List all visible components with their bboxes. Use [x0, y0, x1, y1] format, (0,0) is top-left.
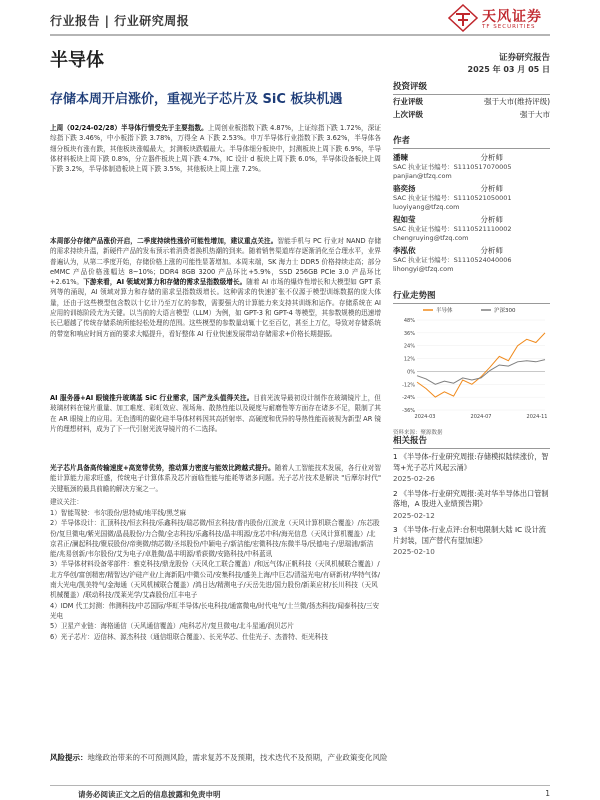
watch-item: 1）智能驾驶：韦尔股份/思特威/地平线/黑芝麻 [50, 509, 187, 517]
header-divider [50, 34, 550, 36]
trend-chart [393, 302, 550, 424]
rating-panel [393, 80, 550, 121]
author-block [393, 214, 550, 242]
logo [448, 4, 552, 34]
paragraph-text: 目前光波导最初设计制作在玻璃镜片上，但玻璃材料在镜片重量、加工难度、彩虹效应、视场角、散热性能以及硬度与耐磨性等方面存在诸多不足，限制了其在 AR 眼镜上的应用。无色透明的碳化硅半导体材料因其高折射率、高硬度和优异的导热性能而被视为新型 AR 镜片的理想材料，成为了下一代引射光波导镜片的不二选择。 [50, 394, 382, 433]
watch-heading: 建议关注： [50, 498, 83, 506]
footer-divider [50, 785, 550, 786]
author-name: 李泓依 [393, 246, 416, 255]
author-role: 分析师 [480, 153, 503, 162]
trend-chart-heading: 行业走势图 [393, 289, 550, 304]
paragraph-lead: 光子芯片具备高传输速度+高宽带优势，推动算力密度与能效比跨越式提升。 [50, 464, 275, 472]
report-date: 2025 年 03 月 05 日 [467, 65, 550, 74]
sector-title: 半导体 [50, 50, 104, 71]
author-cert: SAC 执业证书编号：S1110521110002 [393, 225, 512, 233]
y-tick-label: 48% [403, 318, 415, 324]
risk-lead: 风险提示： [50, 753, 88, 762]
paragraph-lead: AI 服务器+AI 眼镜推升玻璃基 SiC 行业需求，国产龙头值得关注。 [50, 394, 254, 402]
risk-warning [50, 752, 400, 763]
watch-item: 5）卫星产业链：海格通信（天风通信覆盖）/电科芯片/复旦微电/北斗星通/润贝芯片 [50, 622, 294, 631]
y-tick-label: 0% [407, 369, 415, 376]
tf-logo-icon [448, 4, 478, 32]
rating-row [393, 108, 550, 121]
paragraph-text: 随着人工智能技术发展，各行业对智能计算能力需求旺盛，传统电子计算体系及芯片面临性能与能耗等诸多问题。光子芯片技术是解决 "后摩尔时代" 关键瓶颈的最具前瞻的解决方案之一。 [50, 464, 381, 493]
author-cert: SAC 执业证书编号：S1110521050001 [393, 194, 512, 202]
report-category: 行业报告 | 行业研究周报 [50, 14, 190, 28]
author-block [393, 183, 550, 211]
watch-item: 2）半导体设计：汇顶科技/恒玄科技/乐鑫科技/瑞芯微/恒玄科技/普冉股份/江波龙（天风计算机联合覆盖）/东芯股份/复旦微电/紫光国微/晶晨股份/力合微/全志科技/乐鑫科技/晶丰明源/龙芯中科/海光信息（天风计算机覆盖）/北京君正/澜起科技/聚辰股份/帝奥微/纳芯微/圣邦股份/中颖电子/新洁能/宏微科技/东微半导/民德电子/思瑞浦/新洁能/兆易创新/韦尔股份/艾为电子/卓胜微/晶丰明源/希荻微/安路科技/中科蓝讯 [50, 519, 380, 559]
y-tick-label: 24% [403, 343, 415, 350]
y-tick-label: 36% [403, 330, 415, 337]
chart-source: 资料来源：聚源数据 [393, 430, 443, 436]
legend-label: 半导体 [436, 308, 453, 314]
paragraph-lead: 上周（02/24-02/28）半导体行情受先于主要指数。 [50, 124, 208, 132]
author-cert: SAC 执业证书编号：S1110524040006 [393, 256, 512, 264]
authors-heading: 作者 [393, 134, 550, 149]
paragraph-text: 智能手机与 PC 行业对 NAND 存储的需求持续升温，新硬件产品的发布预示着消费者换机热潮的到来。随着销售渠道库存逐渐消化至合理水平，业界普遍认为，从第二季度开始，存储价格上涨的可能性显著增加。本周末端，SK 海力士 DDR5 价格持续走高；部分 eMMC 产品价格涨幅达 8~10%；DDR4 8GB 3200 产品环比+5.9%，SSD 256GB PCIe 3.0 产品环比+2.61%。 [50, 237, 382, 287]
paragraph-market [50, 123, 381, 174]
paragraph-sic [50, 393, 381, 434]
author-cert: SAC 执业证书编号：S1110517070005 [393, 163, 512, 171]
watch-item: 4）IDM 代工封测：伟测科技/中芯国际/华虹半导体/长电科技/通富微电/时代电气/士兰微/扬杰科技/闻泰科技/三安光电 [50, 601, 380, 620]
watch-list [50, 508, 381, 642]
rating-row [393, 95, 550, 108]
x-tick-label: 2024-11 [526, 414, 548, 420]
rating-heading: 投资评级 [393, 80, 550, 95]
paragraph-text-2: 随着 AI 市场的爆炸性增长和大模型如 GPT 系列等的涌现，AI 领域对算力和存储的需求呈指数级增长。这种需求的快速扩张不仅源于模型训练数据的庞大体量，还由于这些模型包含数以十亿计乃至万亿的参数，需要强大的计算能力来支持其训练和运作。存储系统在 AI 应用的训练阶段尤为关键。以当前的大语言模型（LLM）为例，如 GPT-3 和 GPT-4 等模型，其参数规模的迅速增长已超越了传统存储系统所能轻松处理的范围。这些模型的参数量动辄十亿至百亿，甚至上万亿，导致对存储系统的带宽和响应时间方面的要求大幅提升，看好整体 AI 行业快速发展带动存储需求+价格长期提振。 [50, 278, 381, 338]
logo-text-cn: 天风证券 [482, 9, 542, 25]
related-report-link[interactable]: 2 《半导体-行业研究周报:美对华半导体出口管制落地，A 股进入业绩预告期》 [393, 488, 549, 508]
report-title: 存储本周开启涨价，重视光子芯片及 SiC 板块机遇 [50, 92, 343, 107]
rating-value: 强于大市 [520, 110, 550, 119]
y-tick-label: -12% [402, 382, 415, 389]
paragraph-lead-2: 下游来看，AI 领域对算力和存储的需求呈指数级增长。 [83, 278, 247, 287]
y-tick-label: 12% [403, 356, 415, 363]
author-name: 潘暕 [393, 153, 408, 162]
legend-label: 沪深300 [494, 308, 516, 314]
paragraph-lead: 本周部分存储产品涨价开启，二季度持续性涨价可能性增加，建议重点关注。 [50, 237, 278, 245]
logo-text-en: TF SECURITIES [482, 24, 536, 30]
rating-value: 强于大市(维持评级) [484, 97, 550, 106]
related-report-date: 2025-02-10 [393, 547, 435, 556]
y-tick-label: -24% [402, 395, 415, 402]
related-report-link[interactable]: 3 《半导体-行业点评:台积电限制大陆 IC 设计流片封装，国产替代有望加速》 [393, 525, 546, 545]
rating-key: 上次评级 [393, 110, 423, 119]
related-panel [393, 434, 550, 562]
related-heading: 相关报告 [393, 434, 550, 449]
series-line-csi300 [417, 360, 545, 385]
series-line-semiconductor [417, 333, 545, 397]
author-role: 分析师 [480, 215, 503, 224]
x-tick-label: 2024-07 [470, 414, 492, 420]
paragraph-text: 上周创业板指数下跌 4.87%，上证综指下跌 1.72%，深证综指下跌 3.46%，中小板指下跌 3.78%，万得全 A 下跌 2.53%。申万半导体行业指数下跌 3.62%，半导体各细分板块有涨有跌，其他板块涨幅最大，封测板块跌幅最大。半导体细分板块中，封测板块上周下跌 6.9%，半导体材料板块上周下跌 0.8%，分立器件板块上周下跌 4.7%，IC 设计 d 板块上周下跌 6.0%，半导体设备板块上周下跌 3.2%，半导体制造板块上周下跌 3.5%，其他板块上周上涨 7.2%。 [50, 124, 381, 174]
y-tick-label: -36% [402, 408, 415, 414]
watch-item: 6）光子芯片：迈信林、源杰科技（通信组联合覆盖）、长光华芯、仕佳光子、杰普特、炬光科技 [50, 632, 328, 641]
author-name: 程如莹 [393, 215, 416, 224]
related-report-link[interactable]: 1 《半导体-行业研究周报:存储模拟陆续涨价，智驾+光子芯片风起云涌》 [393, 452, 549, 472]
author-email[interactable]: lihongyi@tfzq.com [393, 264, 454, 273]
author-email[interactable]: panjian@tfzq.com [393, 171, 452, 180]
author-block [393, 152, 550, 180]
authors-panel [393, 134, 550, 273]
author-block [393, 245, 550, 273]
related-report-date: 2025-02-12 [393, 510, 435, 520]
related-report-date: 2025-02-26 [393, 474, 435, 483]
paragraph-photonics [50, 463, 381, 494]
footer-disclaimer: 请务必阅读正文之后的信息披露和免责申明 [78, 790, 221, 799]
report-type: 证券研究报告 [498, 53, 550, 63]
paragraph-storage [50, 236, 381, 339]
x-tick-label: 2024-03 [414, 414, 436, 420]
watch-item: 3）半导体材料设备零部件：雅克科技/鼎龙股份（天风化工联合覆盖）/和远气体/正帆科技（天风机械联合覆盖）/北方华创/富创精密/精智达/沪硅产业/上海新阳/中微公司/安集科技/盛美上海/中巨芯/清溢光电/有研新材/华特气体/南大光电/凯美特气/金海通（天风机械联合覆盖）/鸿日达/精测电子/天岳先进/国力股份/新莱应材/长川科技（天风机械覆盖）/联动科技/茂莱光学/艾森股份/江丰电子 [50, 560, 380, 600]
author-role: 分析师 [480, 184, 503, 193]
rating-key: 行业评级 [393, 97, 423, 106]
author-role: 分析师 [480, 246, 503, 255]
page-number: 1 [545, 789, 550, 798]
author-email[interactable]: luoyiyang@tfzq.com [393, 202, 460, 211]
risk-text: 地缘政治带来的不可预测风险，需求复苏不及预期，技术迭代不及预期，产业政策变化风险 [87, 753, 388, 762]
author-name: 骆奕扬 [393, 184, 416, 193]
author-email[interactable]: chengruying@tfzq.com [393, 233, 469, 242]
